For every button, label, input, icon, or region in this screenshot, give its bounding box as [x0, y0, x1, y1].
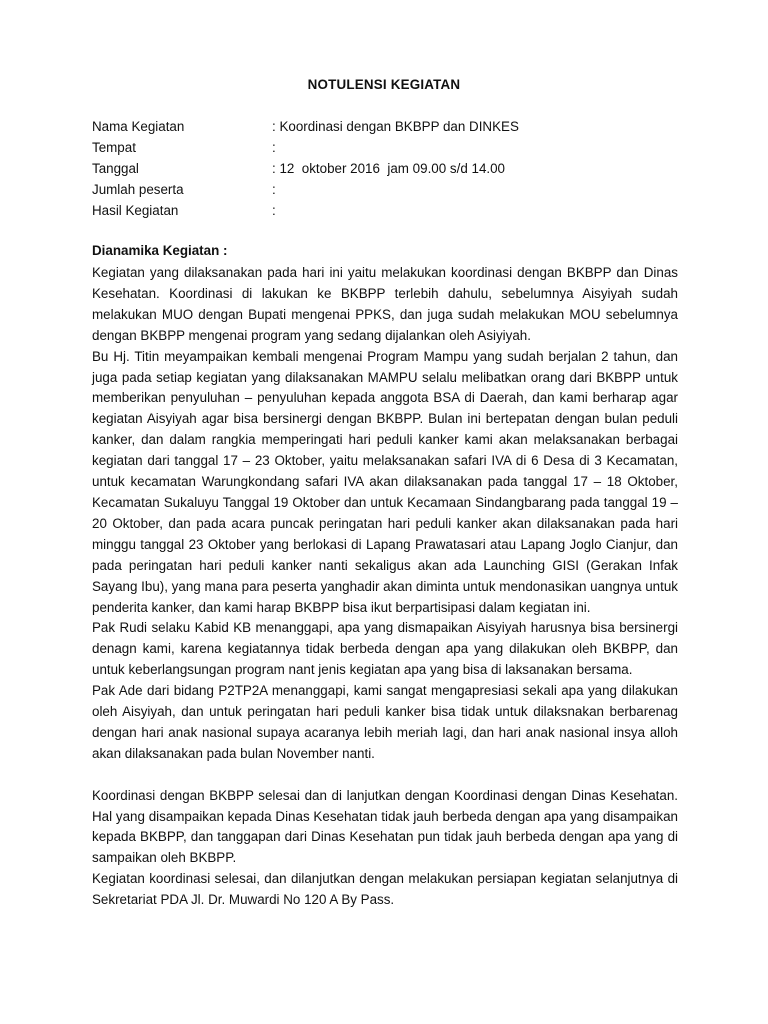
field-value: : — [272, 182, 276, 197]
paragraph: Kegiatan yang dilaksanakan pada hari ini yaitu melakukan koordinasi dengan BKBPP dan Dinas Kesehatan. Koordinasi di lakukan ke BKBPP terlebih dahulu, sebelumnya Aisyiyah sudah melakukan MUO dengan Bupati mengenai PPKS, dan juga sudah melakukan MOU sebelumnya dengan BKBPP mengenai program yang sedang dijalankan oleh Asiyiyah. — [92, 265, 678, 343]
paragraph: Koordinasi dengan BKBPP selesai dan di lanjutkan dengan Koordinasi dengan Dinas Kesehatan. Hal yang disampaikan kepada Dinas Kesehatan tidak jauh berbeda dengan apa yang disampaikan kepada BKBPP, dan tanggapan dari Dinas Kesehatan pun tidak jauh berbeda dengan apa yang di sampaikan oleh BKBPP. — [92, 787, 678, 866]
section-heading: Dianamika Kegiatan : — [92, 243, 228, 258]
paragraph: Pak Ade dari bidang P2TP2A menanggapi, kami sangat mengapresiasi sekali apa yang dilakukan oleh Aisyiyah, dan untuk peringatan hari peduli kanker bisa tidak untuk dilaksnakan berbarenag dengan hari anak nasional supaya acaranya lebih meriah lagi, dan hari anak nasional insya alloh akan dilaksanakan pada bulan November nanti. — [92, 683, 678, 761]
paragraph: Kegiatan koordinasi selesai, dan dilanjutkan dengan melakukan persiapan kegiatan selanjutnya di Sekretariat PDA Jl. Dr. Muwardi No 120 A By Pass. — [92, 871, 678, 908]
meta-fields — [92, 117, 692, 222]
field-label: Tempat — [92, 140, 136, 155]
field-row-jumlah-peserta — [92, 180, 692, 201]
field-row-hasil-kegiatan — [92, 201, 692, 222]
field-value: : 12 oktober 2016 jam 09.00 s/d 14.00 — [272, 161, 506, 176]
field-label: Tanggal — [92, 161, 139, 176]
field-value: : Koordinasi dengan BKBPP dan DINKES — [272, 119, 519, 134]
field-row-tanggal — [92, 159, 692, 180]
field-value: : — [272, 203, 276, 218]
document-title: NOTULENSI KEGIATAN — [307, 77, 461, 92]
field-label: Jumlah peserta — [92, 182, 184, 197]
field-label: Hasil Kegiatan — [92, 203, 179, 218]
paragraph: Bu Hj. Titin meyampaikan kembali mengenai Program Mampu yang sudah berjalan 2 tahun, dan juga pada setiap kegiatan yang dilaksanakan MAMPU selalu melibatkan orang dari BKBPP untuk memberikan penyuluhan – penyuluhan kepada anggota BSA di Daerah, dan kami berharap agar kegiatan Aisyiyah agar bisa bersinergi dengan BKBPP. Bulan ini bertepatan dengan bulan peduli kanker, dan dalam rangkia memperingati hari peduli kanker kami akan melaksanakan berbagai kegiatan dari tanggal 17 – 23 Oktober, yaitu melaksanakan safari IVA di 6 Desa di 3 Kecamatan, untuk kecamatan Warungkondang safari IVA akan dilaksanakan pada tanggal 17 – 18 Oktober, Kecamatan Sukaluyu Tanggal 19 Oktober dan untuk Kecamaan Sindangbarang pada tanggal 19 – 20 Oktober, dan pada acara puncak peringatan hari peduli kanker akan dilaksanakan pada hari minggu tanggal 23 Oktober yang berlokasi di Lapang Prawatasari atau Lapang Joglo Cianjur, dan pada peringatan hari peduli kanker nanti sekaligus akan ada Launching GISI (Gerakan Infak Sayang Ibu), yang mana para peserta yanghadir akan diminta untuk mendonasikan uangnya untuk penderita kanker, dan kami harap BKBPP bisa ikut berpartisipasi dalam kegiatan ini. — [92, 348, 678, 615]
field-value: : — [272, 140, 276, 155]
field-label: Nama Kegiatan — [92, 119, 185, 134]
body-text — [92, 263, 678, 911]
field-row-nama-kegiatan — [92, 117, 692, 138]
paragraph: Pak Rudi selaku Kabid KB menanggapi, apa yang dismapaikan Aisyiyah harusnya bisa bersinergi denagn kami, karena kegiatannya tidak berbeda dengan apa yang dilakukan oleh BKBPP, dan untuk keberlangsungan program nant jenis kegiatan apa yang bisa di laksanakan bersama. — [92, 620, 678, 678]
field-row-tempat — [92, 138, 692, 159]
